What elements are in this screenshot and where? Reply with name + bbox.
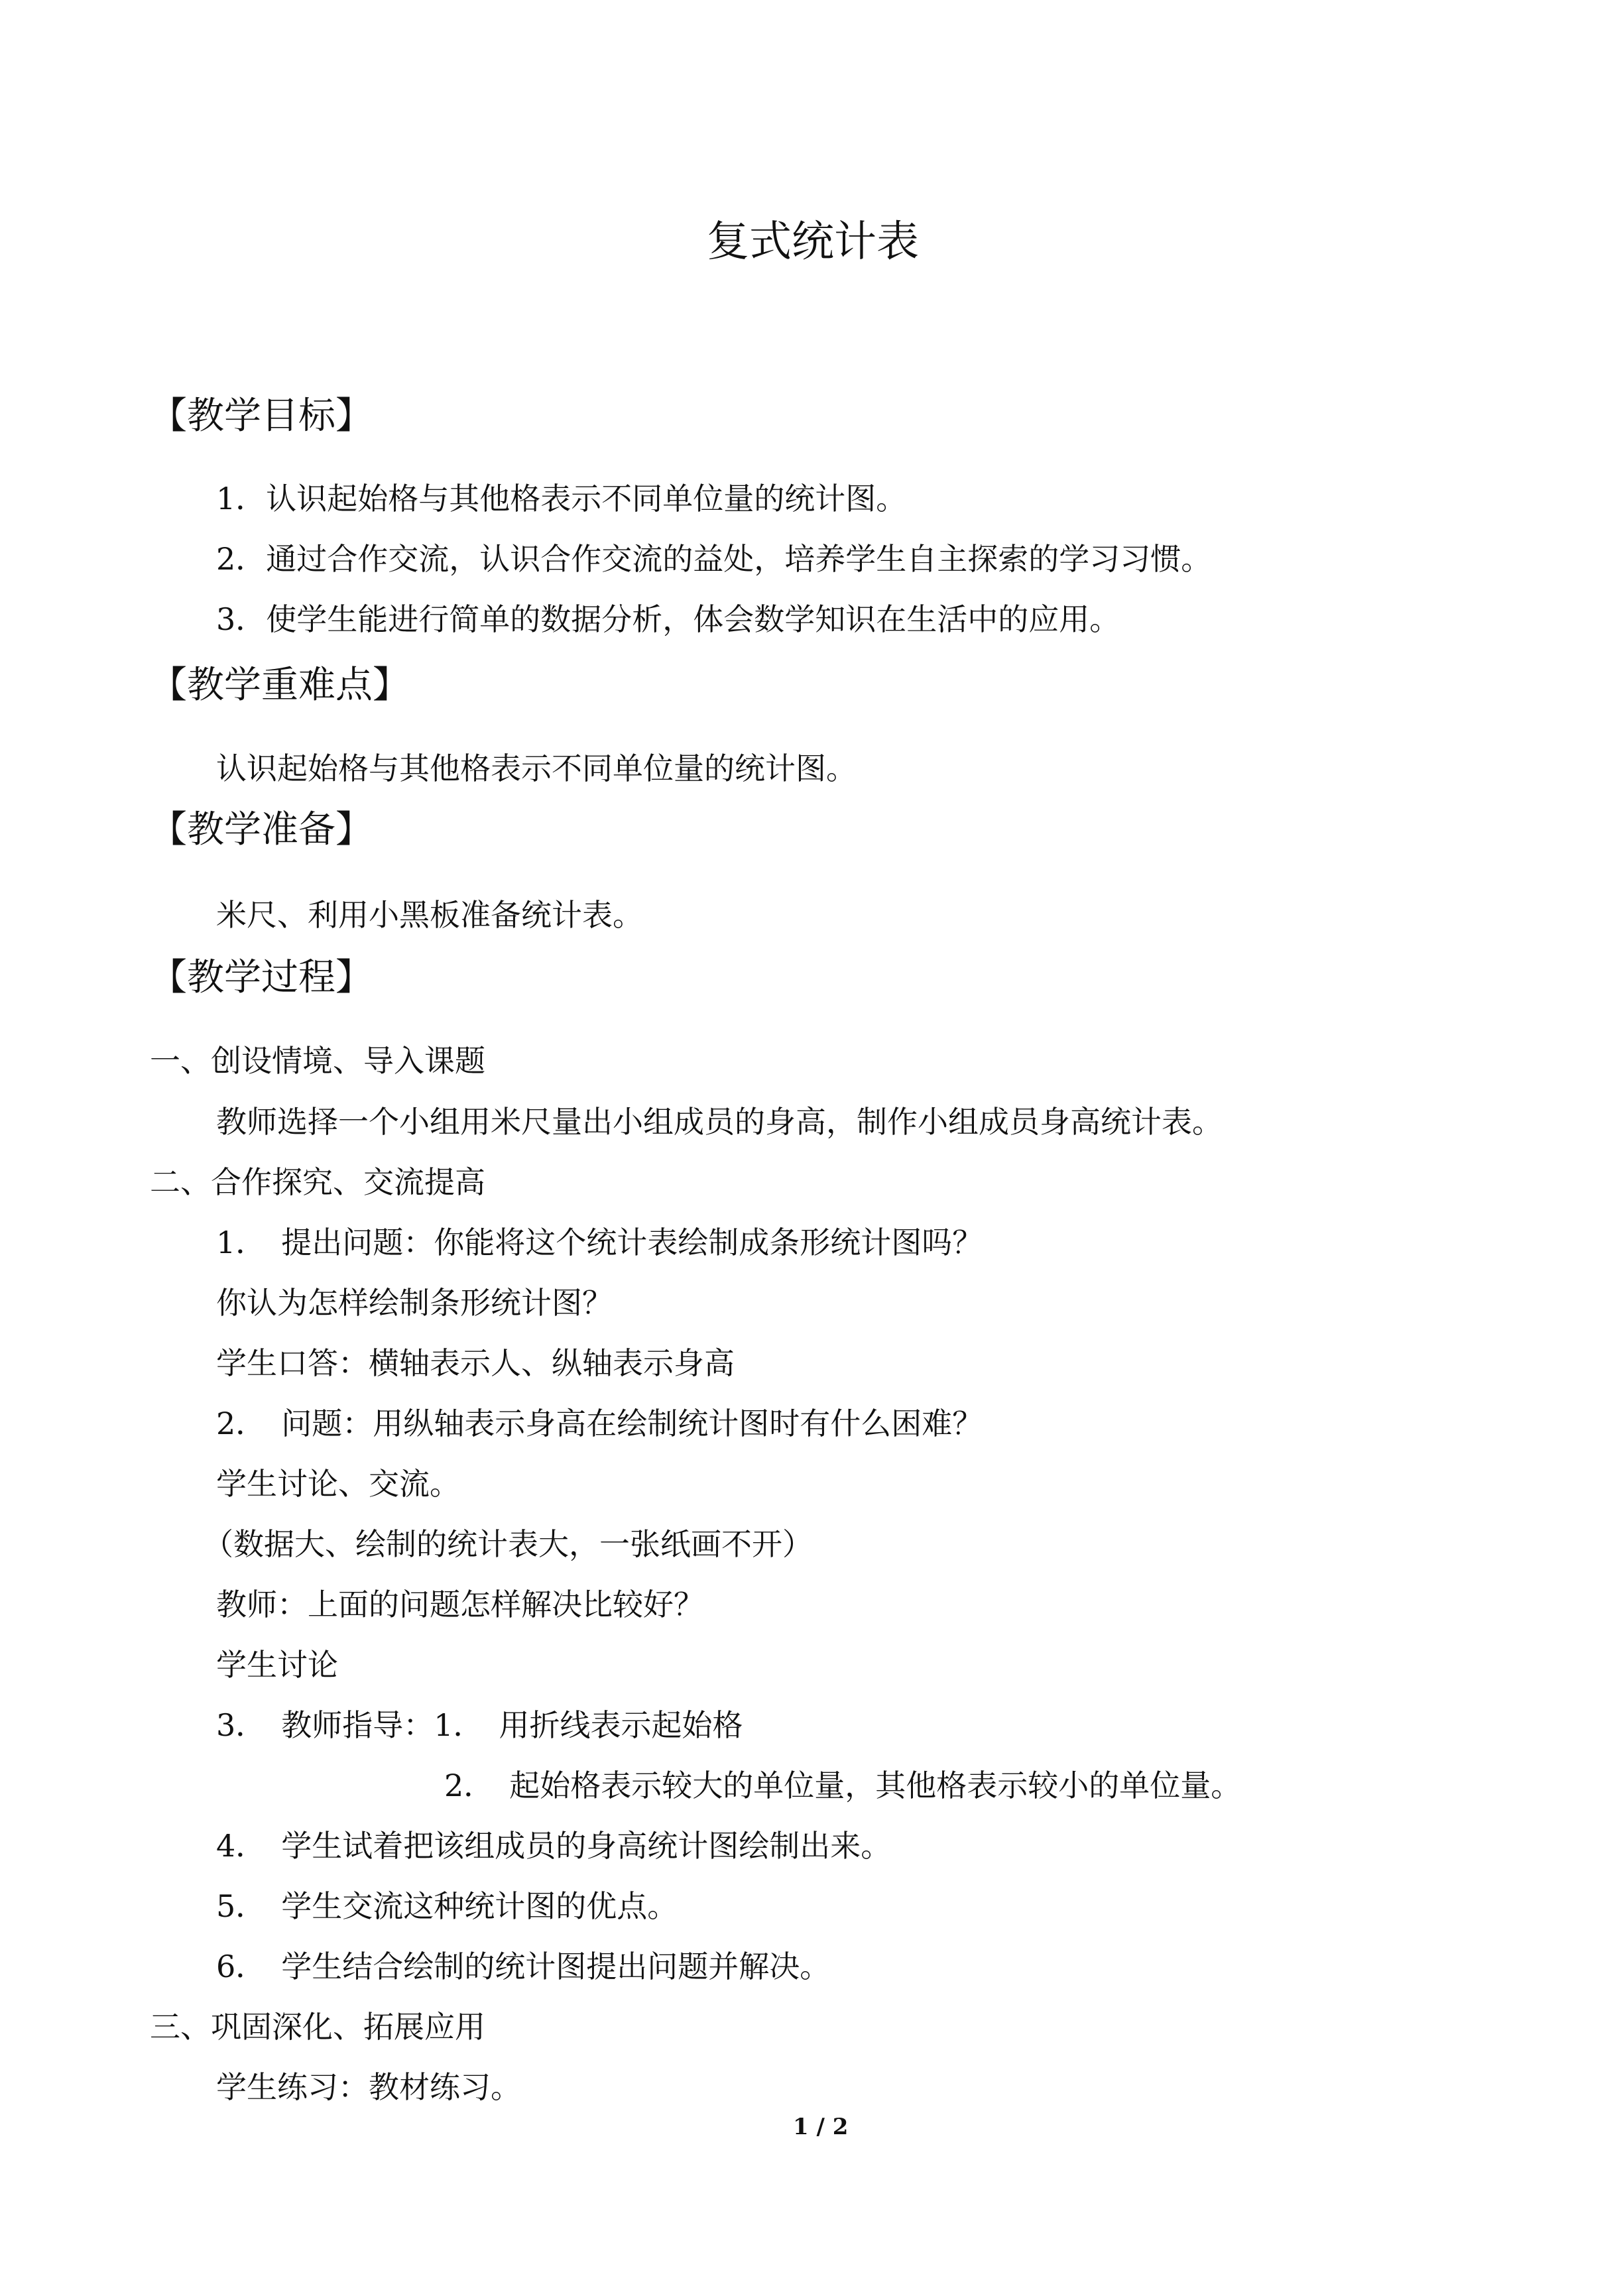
process-part2-line-3: 学生口答：横轴表示人、纵轴表示身高 (216, 1345, 735, 1381)
section-heading-process: 【教学过程】 (150, 956, 373, 999)
process-part2-line-9: 3． 教师指导：1． 用折线表示起始格 (216, 1707, 743, 1743)
preparation-text: 米尺、利用小黑板准备统计表。 (216, 897, 643, 933)
section-heading-goals: 【教学目标】 (150, 394, 373, 438)
goal-item-3: 3．使学生能进行简单的数据分析，体会数学知识在生活中的应用。 (216, 601, 1120, 637)
process-part2-title: 二、合作探究、交流提高 (150, 1164, 485, 1200)
process-part2-line-10: 2． 起始格表示较大的单位量，其他格表示较小的单位量。 (444, 1768, 1242, 1803)
process-part2-line-8: 学生讨论 (216, 1647, 338, 1683)
section-heading-key-points: 【教学重难点】 (150, 664, 410, 707)
process-part2-line-2: 你认为怎样绘制条形统计图？ (216, 1285, 613, 1321)
goal-item-1: 1．认识起始格与其他格表示不同单位量的统计图。 (216, 481, 907, 516)
process-part2-line-12: 5． 学生交流这种统计图的优点。 (216, 1888, 678, 1924)
page-title: 复式统计表 (707, 217, 919, 267)
process-part1-title: 一、创设情境、导入课题 (150, 1043, 485, 1079)
process-part2-line-6: （数据大、绘制的统计表大，一张纸画不开） (203, 1526, 813, 1562)
process-part2-line-1: 1． 提出问题：你能将这个统计表绘制成条形统计图吗？ (216, 1225, 983, 1260)
process-part2-line-7: 教师：上面的问题怎样解决比较好？ (216, 1587, 704, 1622)
process-part1-line-1: 教师选择一个小组用米尺量出小组成员的身高，制作小组成员身高统计表。 (216, 1104, 1223, 1140)
process-part2-line-13: 6． 学生结合绘制的统计图提出问题并解决。 (216, 1949, 831, 1984)
process-part2-line-5: 学生讨论、交流。 (216, 1466, 460, 1502)
process-part3-line-1: 学生练习：教材练习。 (216, 2069, 521, 2105)
goal-item-2: 2．通过合作交流，认识合作交流的益处，培养学生自主探索的学习习惯。 (216, 541, 1212, 577)
key-points-text: 认识起始格与其他格表示不同单位量的统计图。 (216, 751, 857, 786)
process-part2-line-4: 2． 问题：用纵轴表示身高在绘制统计图时有什么困难？ (216, 1406, 983, 1441)
page-number: 1 / 2 (793, 2114, 849, 2140)
section-heading-preparation: 【教学准备】 (150, 808, 373, 851)
process-part3-title: 三、巩固深化、拓展应用 (150, 2009, 485, 2045)
process-part2-line-11: 4． 学生试着把该组成员的身高统计图绘制出来。 (216, 1828, 892, 1864)
